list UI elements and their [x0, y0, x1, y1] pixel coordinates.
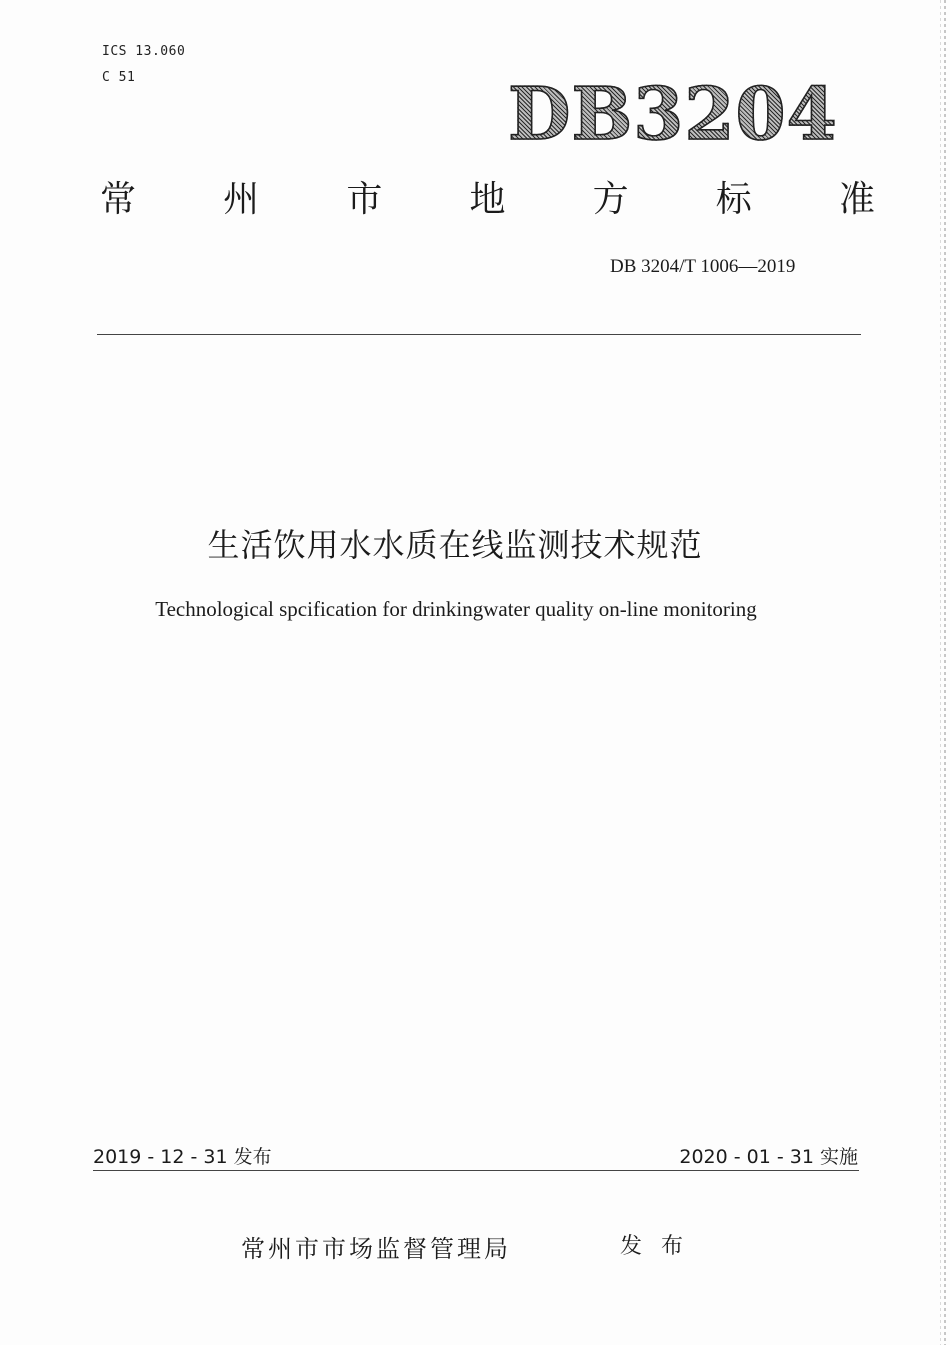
- db-logo: DB3204: [508, 71, 838, 156]
- standard-number: DB 3204/T 1006—2019: [610, 256, 796, 277]
- publisher-name: 常州市市场监督管理局: [241, 1235, 511, 1263]
- standard-type-char: 方: [592, 179, 629, 220]
- ccs-code: C 51: [102, 70, 136, 85]
- implementation-date: 2020 - 01 - 31 实施: [679, 1146, 858, 1168]
- issue-date: 2019 - 12 - 31 发布: [93, 1146, 272, 1168]
- title-english: Technological spcification for drinkingwater quality on-line monitoring: [155, 597, 757, 621]
- standard-type-char: 常: [100, 179, 137, 220]
- standard-type-char: 地: [469, 179, 506, 220]
- standard-type-char: 市: [346, 179, 383, 220]
- title-chinese: 生活饮用水水质在线监测技术规范: [207, 526, 703, 564]
- ics-code: ICS 13.060: [102, 44, 186, 59]
- standard-type-char: 准: [838, 179, 875, 220]
- standard-type-char: 标: [715, 179, 752, 220]
- publish-label: 发 布: [620, 1234, 689, 1259]
- standard-type-heading: [100, 179, 875, 220]
- scan-edge-mark-inner: [940, 0, 941, 1345]
- footer-divider: [93, 1170, 859, 1171]
- scan-edge-mark: [944, 0, 946, 1345]
- header-divider: [97, 334, 861, 335]
- standard-type-char: 州: [223, 179, 260, 220]
